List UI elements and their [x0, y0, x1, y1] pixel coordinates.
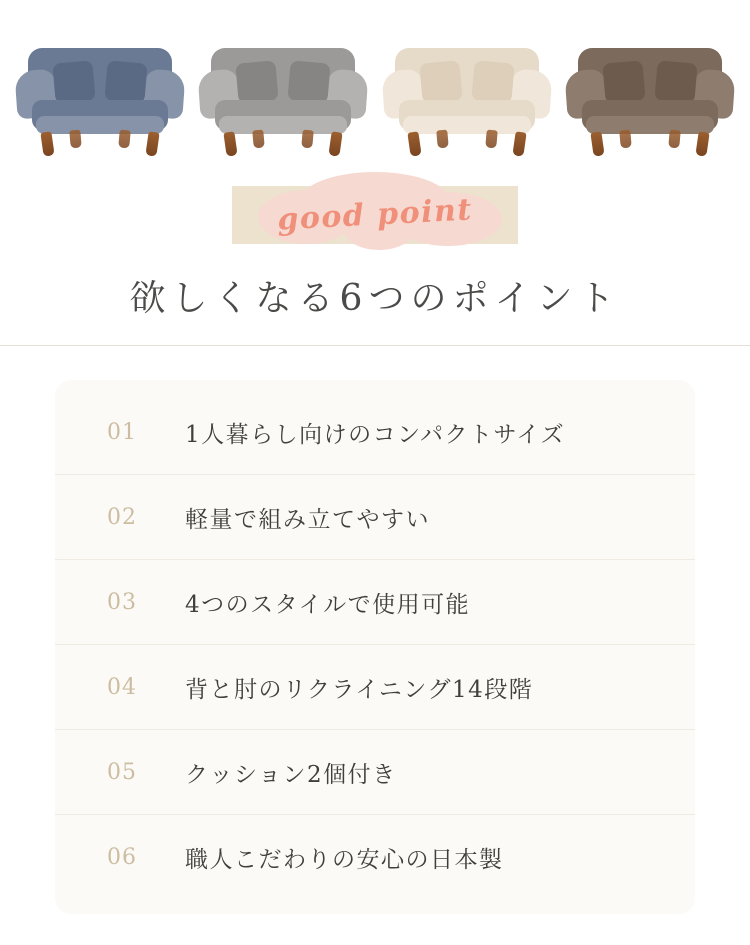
point-text: 背と肘のリクライニング14段階	[185, 676, 534, 703]
sofa-leg	[407, 131, 421, 156]
product-image-gray-sofa	[197, 40, 369, 160]
product-image-navy-blue-sofa	[14, 40, 186, 160]
sofa-leg	[253, 130, 266, 149]
sofa-right-cushion	[654, 60, 697, 103]
sofa-left-cushion	[236, 60, 279, 103]
sofa-left-cushion	[602, 60, 645, 103]
product-image-ivory-beige-sofa	[381, 40, 553, 160]
sofa-right-cushion	[104, 60, 147, 103]
sofa-left-cushion	[419, 60, 462, 103]
list-item	[55, 560, 695, 645]
product-image-brown-sofa	[564, 40, 736, 160]
product-color-variation-row	[0, 0, 750, 160]
sofa-leg	[118, 130, 131, 149]
point-index: 05	[107, 759, 137, 785]
sofa-leg	[485, 130, 498, 149]
banner-background	[232, 186, 518, 244]
sofa-leg	[302, 130, 315, 149]
page-title: 欲しくなる6つのポイント	[129, 278, 621, 319]
divider	[0, 345, 750, 346]
list-item	[55, 475, 695, 560]
list-item	[55, 390, 695, 475]
sofa-right-cushion	[471, 60, 514, 103]
sofa-leg	[695, 131, 709, 156]
sofa-leg	[224, 131, 238, 156]
point-text: 1人暮らし向けのコンパクトサイズ	[185, 421, 566, 448]
sofa-leg	[512, 131, 526, 156]
sofa-leg	[619, 130, 632, 149]
sofa-seat-front	[586, 116, 714, 134]
sofa-leg	[436, 130, 449, 149]
sofa-leg	[69, 130, 82, 149]
sofa-leg	[668, 130, 681, 149]
point-text: 職人こだわりの安心の日本製	[185, 847, 504, 873]
banner-label: good point	[276, 192, 474, 238]
points-list	[55, 380, 695, 914]
sofa-leg	[329, 131, 343, 156]
point-index: 04	[107, 674, 137, 700]
list-item	[55, 645, 695, 730]
point-text: クッション2個付き	[185, 761, 397, 788]
point-index: 06	[107, 845, 137, 870]
sofa-leg	[40, 131, 54, 156]
sofa-seat-front	[36, 116, 164, 134]
sofa-leg	[590, 131, 604, 156]
list-item	[55, 815, 695, 900]
sofa-right-cushion	[288, 60, 331, 103]
list-item	[55, 730, 695, 815]
point-index: 03	[107, 589, 137, 615]
sofa-left-cushion	[52, 60, 95, 103]
point-text: 4つのスタイルで使用可能	[185, 591, 471, 618]
point-text: 軽量で組み立てやすい	[185, 506, 430, 533]
sofa-seat-front	[403, 116, 531, 134]
point-index: 01	[107, 419, 137, 445]
sofa-leg	[145, 131, 159, 156]
sofa-seat-front	[219, 116, 347, 134]
point-index: 02	[107, 504, 137, 530]
good-point-banner	[0, 186, 750, 248]
